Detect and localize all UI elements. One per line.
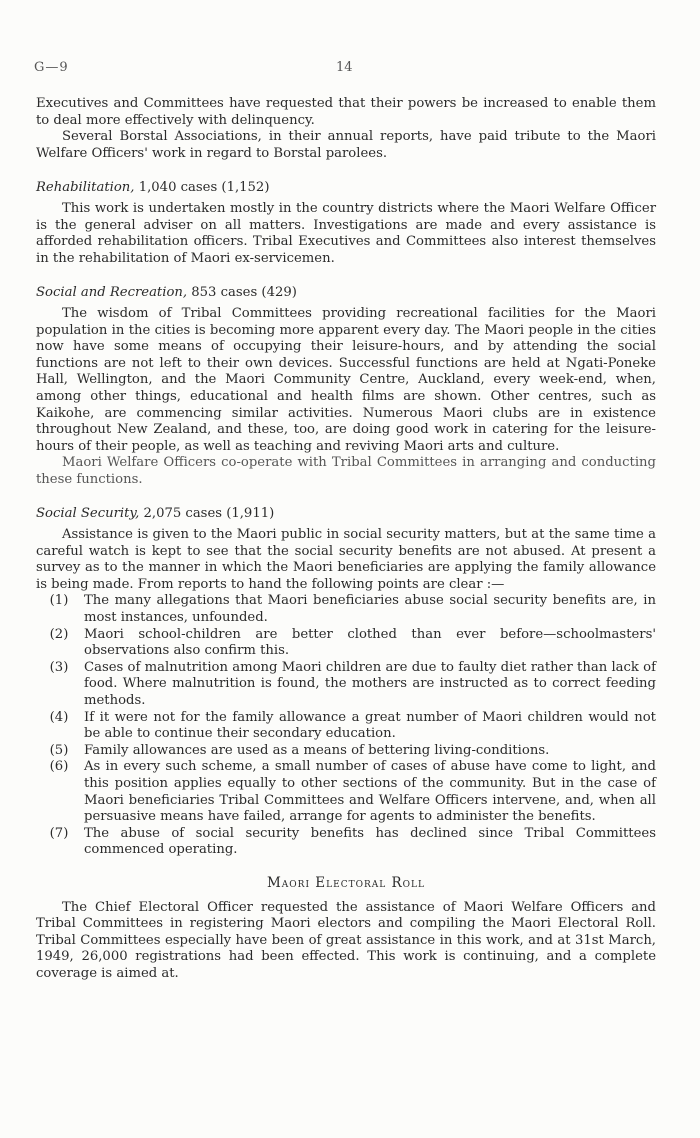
section-body: This work is undertaken mostly in the country districts where the Maori Welfare Officer is the general adviser on all matters. Investigations are made and every assistance is afforded rehabilitation officers. Tribal Executives and Committees also interest themselves in the rehabilitation of Maori ex-servicemen.	[36, 200, 656, 266]
section-social-security	[36, 506, 656, 858]
list-item-text: Family allowances are used as a means of bettering living-conditions.	[84, 742, 550, 758]
section-title: Rehabilitation,	[36, 180, 135, 196]
electoral-roll-heading: Maori Electoral Roll	[266, 874, 426, 891]
list-item-text: Maori school-children are better clothed than ever before—schoolmasters' observations also confirm this.	[84, 626, 656, 659]
section-cases: 853 cases (429)	[191, 285, 297, 301]
section-heading	[36, 506, 656, 523]
list-item	[36, 710, 656, 743]
document-code: G—9	[34, 60, 69, 75]
electoral-roll-body: The Chief Electoral Officer requested the assistance of Maori Welfare Officers and Tribal Committees in registering Maori electors and compiling the Maori Electoral Roll. Tribal Committees especially have been of great assistance in this work, and at 31st March, 1949, 26,000 registrations had been effected. This work is continuing, and a complete coverage is aimed at.	[36, 899, 656, 981]
list-item-number: (2)	[49, 626, 69, 642]
section-cases: 1,040 cases (1,152)	[138, 180, 270, 196]
page-number: 14	[336, 60, 353, 75]
list-item-text: The abuse of social security benefits has declined since Tribal Committees commenced operating.	[84, 825, 656, 858]
section-body: Assistance is given to the Maori public in social security matters, but at the same time a careful watch is kept to see that the social security benefits are not abused. At present a survey as to the manner in which the Maori beneficiaries are applying the family allowance is being made. From reports to hand the following points are clear :—	[36, 527, 656, 592]
intro-paragraph-1: Executives and Committees have requested that their powers be increased to enable them to deal more effectively with delinquency.	[36, 96, 656, 128]
section-title: Social and Recreation,	[36, 285, 188, 301]
section-body-1: The wisdom of Tribal Committees providing recreational facilities for the Maori population in the cities is becoming more apparent every day. The Maori people in the cities now have some means of occupying their leisure-hours, and by attending the social functions are not left to their own devices. Successful functions are held at Ngati-Poneke Hall, Wellington, and the Maori Community Centre, Auckland, every week-end, when, among other things, educational and health films are shown. Other centres, such as Kaikohe, are commencing similar activities. Numerous Maori clubs are in existence throughout New Zealand, and these, too, are doing good work in catering for the leisure-hours of their people, as well as teaching and reviving Maori arts and culture.	[36, 305, 656, 454]
section-heading	[36, 285, 656, 302]
page-content	[36, 96, 656, 983]
list-item-text: The many allegations that Maori beneficiaries abuse social security benefits are, in most instances, unfounded.	[84, 593, 656, 626]
list-item-number: (5)	[49, 742, 69, 758]
section-title: Social Security,	[36, 506, 140, 522]
list-item-number: (6)	[49, 759, 69, 775]
list-item-number: (3)	[49, 659, 69, 675]
list-item	[36, 759, 656, 825]
list-item-text: If it were not for the family allowance a great number of Maori children would not be able to continue their secondary education.	[84, 709, 656, 742]
list-item-number: (1)	[49, 593, 69, 609]
list-item-text: Cases of malnutrition among Maori children are due to faulty diet rather than lack of food. Where malnutrition is found, the mothers are instructed as to correct feeding methods.	[84, 659, 656, 708]
list-item-text: As in every such scheme, a small number of cases of abuse have come to light, and this position applies equally to other sections of the community. But in the case of Maori beneficiaries Tribal Committees and Welfare Officers intervene, and, when all persuasive means have failed, arrange for agents to administer the benefits.	[84, 759, 656, 825]
section-social-recreation	[36, 285, 656, 488]
section-cases: 2,075 cases (1,911)	[143, 506, 275, 522]
list-item	[36, 826, 656, 859]
section-heading	[36, 180, 656, 197]
intro-paragraph-2: Several Borstal Associations, in their annual reports, have paid tribute to the Maori Welfare Officers' work in regard to Borstal parolees.	[36, 129, 656, 161]
list-item-number: (4)	[49, 709, 69, 725]
points-list	[36, 593, 656, 859]
list-item	[36, 660, 656, 710]
section-rehabilitation	[36, 180, 656, 267]
list-item	[36, 593, 656, 626]
section-body-2: Maori Welfare Officers co-operate with Tribal Committees in arranging and conducting these functions.	[36, 455, 656, 487]
list-item	[36, 627, 656, 660]
list-item-number: (7)	[49, 825, 69, 841]
list-item	[36, 743, 656, 760]
